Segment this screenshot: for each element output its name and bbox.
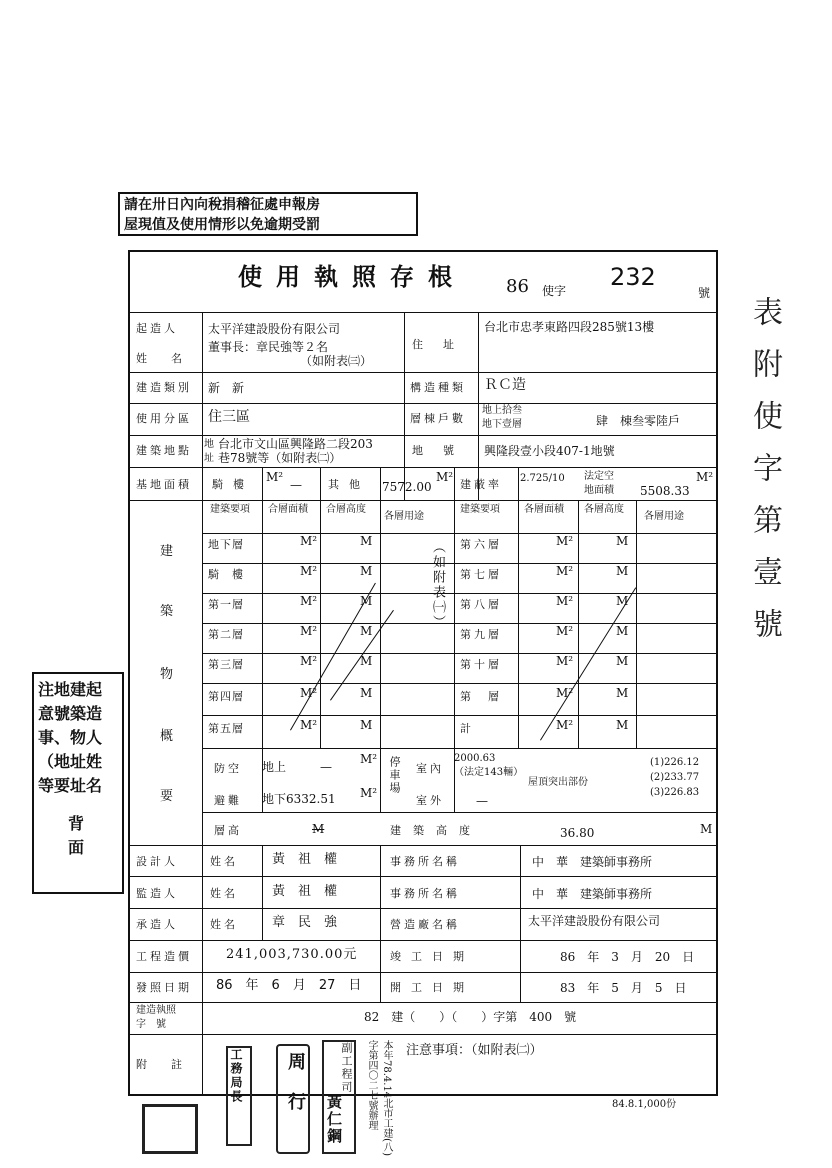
unit-m: M <box>616 594 629 608</box>
layer-height-label: 層高 <box>214 824 242 837</box>
floor-label: 第十層 <box>460 658 502 671</box>
arcade-label: 騎樓 <box>212 478 254 491</box>
use-zone-value: 住三區 <box>208 409 250 425</box>
addr-label-char: 址 <box>204 453 214 464</box>
unit-m: M <box>360 718 373 732</box>
location-address-line1: 台北市文山區興隆路二段203 <box>218 437 373 451</box>
floor-label: 第 層 <box>460 690 502 703</box>
designer-label: 設計人 <box>136 855 178 868</box>
engineer-title: 副工程司 <box>340 1042 353 1094</box>
location-address-line2: 巷78號等（如附表㈡） <box>218 451 342 465</box>
floor-label: 第四層 <box>208 690 244 703</box>
unit-m2: M² <box>556 718 574 732</box>
col-header: 各層面積 <box>524 504 564 515</box>
floor-label: 第一層 <box>208 598 244 611</box>
unit-m: M <box>616 686 629 700</box>
remarks-note: 注意事項：（如附表㈡） <box>406 1043 543 1058</box>
issue-date: 86 年 6 月 27 日 <box>216 978 362 993</box>
applicant-label: 起造人 <box>136 322 178 335</box>
structure-value: ＲＣ造 <box>484 377 526 393</box>
applicant-address: 台北市忠孝東路四段285號13樓 <box>484 320 655 334</box>
designer-name: 黃 祖 權 <box>272 852 338 867</box>
name-label: 姓名 <box>210 887 238 900</box>
unit-m2: M² <box>556 654 574 668</box>
name-label: 姓名 <box>210 855 238 868</box>
unit-m: M <box>360 686 373 700</box>
site-area-label: 基地面積 <box>136 478 192 491</box>
contractor-name: 章 民 強 <box>272 915 338 930</box>
unit-m: M <box>700 822 713 836</box>
side-label: 要 <box>160 789 174 804</box>
applicant-note: （如附表㈢） <box>300 354 373 368</box>
col-header: 各層用途 <box>384 511 424 522</box>
lot-number: 興隆段壹小段407-1地號 <box>484 444 615 458</box>
unit-m: M <box>360 654 373 668</box>
building-height-value: 36.80 <box>560 826 595 840</box>
unit-m2: M² <box>300 686 318 700</box>
side-note-line: 事、物人 <box>38 728 103 747</box>
side-note-line: 意號築造 <box>38 704 103 723</box>
unit-m2: M² <box>696 470 714 484</box>
tax-notice-line2: 屋現值及使用情形以免逾期受罰 <box>124 217 320 233</box>
unit-m: M <box>360 624 373 638</box>
coverage-ratio: 2.725/10 <box>520 473 565 484</box>
start-date: 83 年 5 月 5 日 <box>560 981 687 995</box>
coverage-label: 建蔽率 <box>460 478 502 491</box>
other-label: 其他 <box>328 478 370 491</box>
permit-suffix: 號 <box>698 286 711 300</box>
roof-value: (2)233.77 <box>650 772 700 783</box>
tax-notice-line1: 請在卅日內向稅捐稽征處申報房 <box>124 197 320 213</box>
form-title: 使用執照存根 <box>238 262 466 291</box>
office-label: 事務所名稱 <box>390 887 460 900</box>
side-note-line: （地址姓 <box>38 752 103 771</box>
above-ground-value: — <box>320 760 332 774</box>
air-defense-label: 防空 <box>214 762 242 775</box>
col-header: 各層高度 <box>584 504 624 515</box>
applicant-rep: 董事長：章民強等２名 <box>208 340 329 354</box>
cost-label: 工程造價 <box>136 950 192 963</box>
floor-label: 第五層 <box>208 722 244 735</box>
permit-value: 82 建（ ）（ ）字第 400 號 <box>364 1010 577 1024</box>
permit-label: 字 號 <box>136 1019 166 1030</box>
floors-below: 地下壹層 <box>482 419 522 430</box>
roof-label: 屋頂突出部份 <box>528 777 588 788</box>
applicant-company: 太平洋建設股份有限公司 <box>208 322 341 336</box>
floor-label: 第九層 <box>460 628 502 641</box>
start-label: 開工日期 <box>390 981 474 994</box>
contractor-label: 承造人 <box>136 918 178 931</box>
parking-label: 停車場 <box>388 756 401 795</box>
face-label: 面 <box>68 838 85 857</box>
contractor-office: 太平洋建設股份有限公司 <box>528 914 661 928</box>
official-seal <box>142 1104 198 1154</box>
col-header: 各層用途 <box>644 511 684 522</box>
unit-m2: M² <box>556 624 574 638</box>
building-height-label: 建築高度 <box>390 824 482 837</box>
name-label: 姓名 <box>210 918 238 931</box>
col-header: 合層高度 <box>326 504 366 515</box>
supervisor-office: 中 華 建築師事務所 <box>532 887 653 901</box>
unit-m2: M² <box>556 564 574 578</box>
floor-label: 騎 樓 <box>208 568 244 581</box>
unit-m: M <box>616 624 629 638</box>
side-note-line: 注地建起 <box>38 680 103 699</box>
unit-m: M <box>616 718 629 732</box>
unit-m2: M² <box>436 470 454 484</box>
legal-open-area: 5508.33 <box>640 484 690 498</box>
structure-label: 構造種類 <box>410 381 466 394</box>
seal-stamp: 周 行 <box>285 1052 306 1112</box>
col-header: 合層面積 <box>268 504 308 515</box>
layer-height-value: M <box>312 822 325 836</box>
tax-notice <box>118 192 418 236</box>
unit-m: M <box>616 564 629 578</box>
build-type-label: 建造類別 <box>136 381 192 394</box>
arcade-value: — <box>290 478 302 492</box>
roof-value: (1)226.12 <box>650 757 700 768</box>
indoor-label: 室內 <box>416 762 444 775</box>
outdoor-label: 室外 <box>416 794 444 807</box>
floors-label: 層棟戶數 <box>410 412 466 425</box>
permit-type: 使字 <box>542 284 567 298</box>
back-label: 背 <box>68 814 85 833</box>
outdoor-value: — <box>476 794 488 808</box>
floor-label: 計 <box>460 722 474 735</box>
approval-note: 本年78.4.14北市工建(八)字第四〇二七號辦理 <box>366 1040 392 1156</box>
supervisor-label: 監造人 <box>136 887 178 900</box>
floor-label: 第二層 <box>208 628 244 641</box>
floors-above: 地上拾叁 <box>482 405 522 416</box>
engineer-name: 黃仁鋼 <box>325 1094 343 1145</box>
designer-office: 中 華 建築師事務所 <box>532 855 653 869</box>
print-footer: 84.8.1,000份 <box>612 1099 677 1110</box>
unit-m2: M² <box>300 564 318 578</box>
completion-date: 86 年 3 月 20 日 <box>560 950 695 964</box>
side-label: 建 <box>160 544 174 559</box>
office-label: 事務所名稱 <box>390 855 460 868</box>
permit-form <box>128 250 718 1096</box>
floor-label: 地下層 <box>208 538 244 551</box>
address-label: 住址 <box>412 338 474 351</box>
unit-m2: M² <box>300 624 318 638</box>
floor-label: 第六層 <box>460 538 502 551</box>
cost-value: 241,003,730.00元 <box>226 947 358 962</box>
applicant-name-label: 姓名 <box>136 352 206 365</box>
unit-m: M <box>360 594 373 608</box>
permit-year: 86 <box>506 276 529 297</box>
office-label: 營造廠名稱 <box>390 918 460 931</box>
unit-m2: M² <box>360 786 378 800</box>
col-header: 建築要項 <box>460 504 500 515</box>
side-label: 概 <box>160 729 174 744</box>
roof-value: (3)226.83 <box>650 787 700 798</box>
unit-m: M <box>616 534 629 548</box>
right-margin-text: 表附使字第壹號 <box>747 296 782 660</box>
supervisor-name: 黃 祖 權 <box>272 884 338 899</box>
completion-label: 竣工日期 <box>390 950 474 963</box>
unit-m2: M² <box>300 718 318 732</box>
legal-open-label: 地面積 <box>584 485 614 496</box>
side-note-line: 等要址名 <box>38 776 103 795</box>
remarks-label: 附註 <box>136 1058 206 1071</box>
unit-m: M <box>360 564 373 578</box>
legal-parking: （法定143輛） <box>454 767 524 778</box>
build-type-value: 新 新 <box>208 381 245 395</box>
floor-label: 第三層 <box>208 658 244 671</box>
side-note-box <box>32 672 124 894</box>
floors-count: 肆 棟叁零陸戶 <box>596 414 681 428</box>
unit-m: M <box>616 654 629 668</box>
unit-m2: M² <box>556 686 574 700</box>
unit-m2: M² <box>360 752 378 766</box>
col-header: 建築要項 <box>210 504 250 515</box>
lot-label: 地號 <box>412 444 474 457</box>
below-ground-value: 地下6332.51 <box>262 792 336 806</box>
unit-m2: M² <box>556 594 574 608</box>
permit-number: 232 <box>610 263 656 291</box>
unit-m: M <box>360 534 373 548</box>
use-note: （如附表㈠） <box>430 540 445 630</box>
evacuation-label: 避難 <box>214 794 242 807</box>
side-label: 築 <box>160 604 174 619</box>
permit-label: 建造執照 <box>136 1005 176 1016</box>
other-area: 7572.00 <box>382 480 432 494</box>
location-label: 建築地點 <box>136 444 192 457</box>
addr-label-char: 地 <box>204 439 214 450</box>
floor-label: 第八層 <box>460 598 502 611</box>
above-ground-label: 地上 <box>262 760 287 774</box>
unit-m2: M² <box>266 470 284 484</box>
issue-date-label: 發照日期 <box>136 981 192 994</box>
side-label: 物 <box>160 667 174 682</box>
use-zone-label: 使用分區 <box>136 412 192 425</box>
unit-m2: M² <box>556 534 574 548</box>
legal-open-label: 法定空 <box>584 471 614 482</box>
floor-label: 第七層 <box>460 568 502 581</box>
indoor-value: 2000.63 <box>454 753 496 764</box>
chief-stamp: 工務局長 <box>229 1048 243 1104</box>
unit-m2: M² <box>300 534 318 548</box>
unit-m2: M² <box>300 654 318 668</box>
unit-m2: M² <box>300 594 318 608</box>
